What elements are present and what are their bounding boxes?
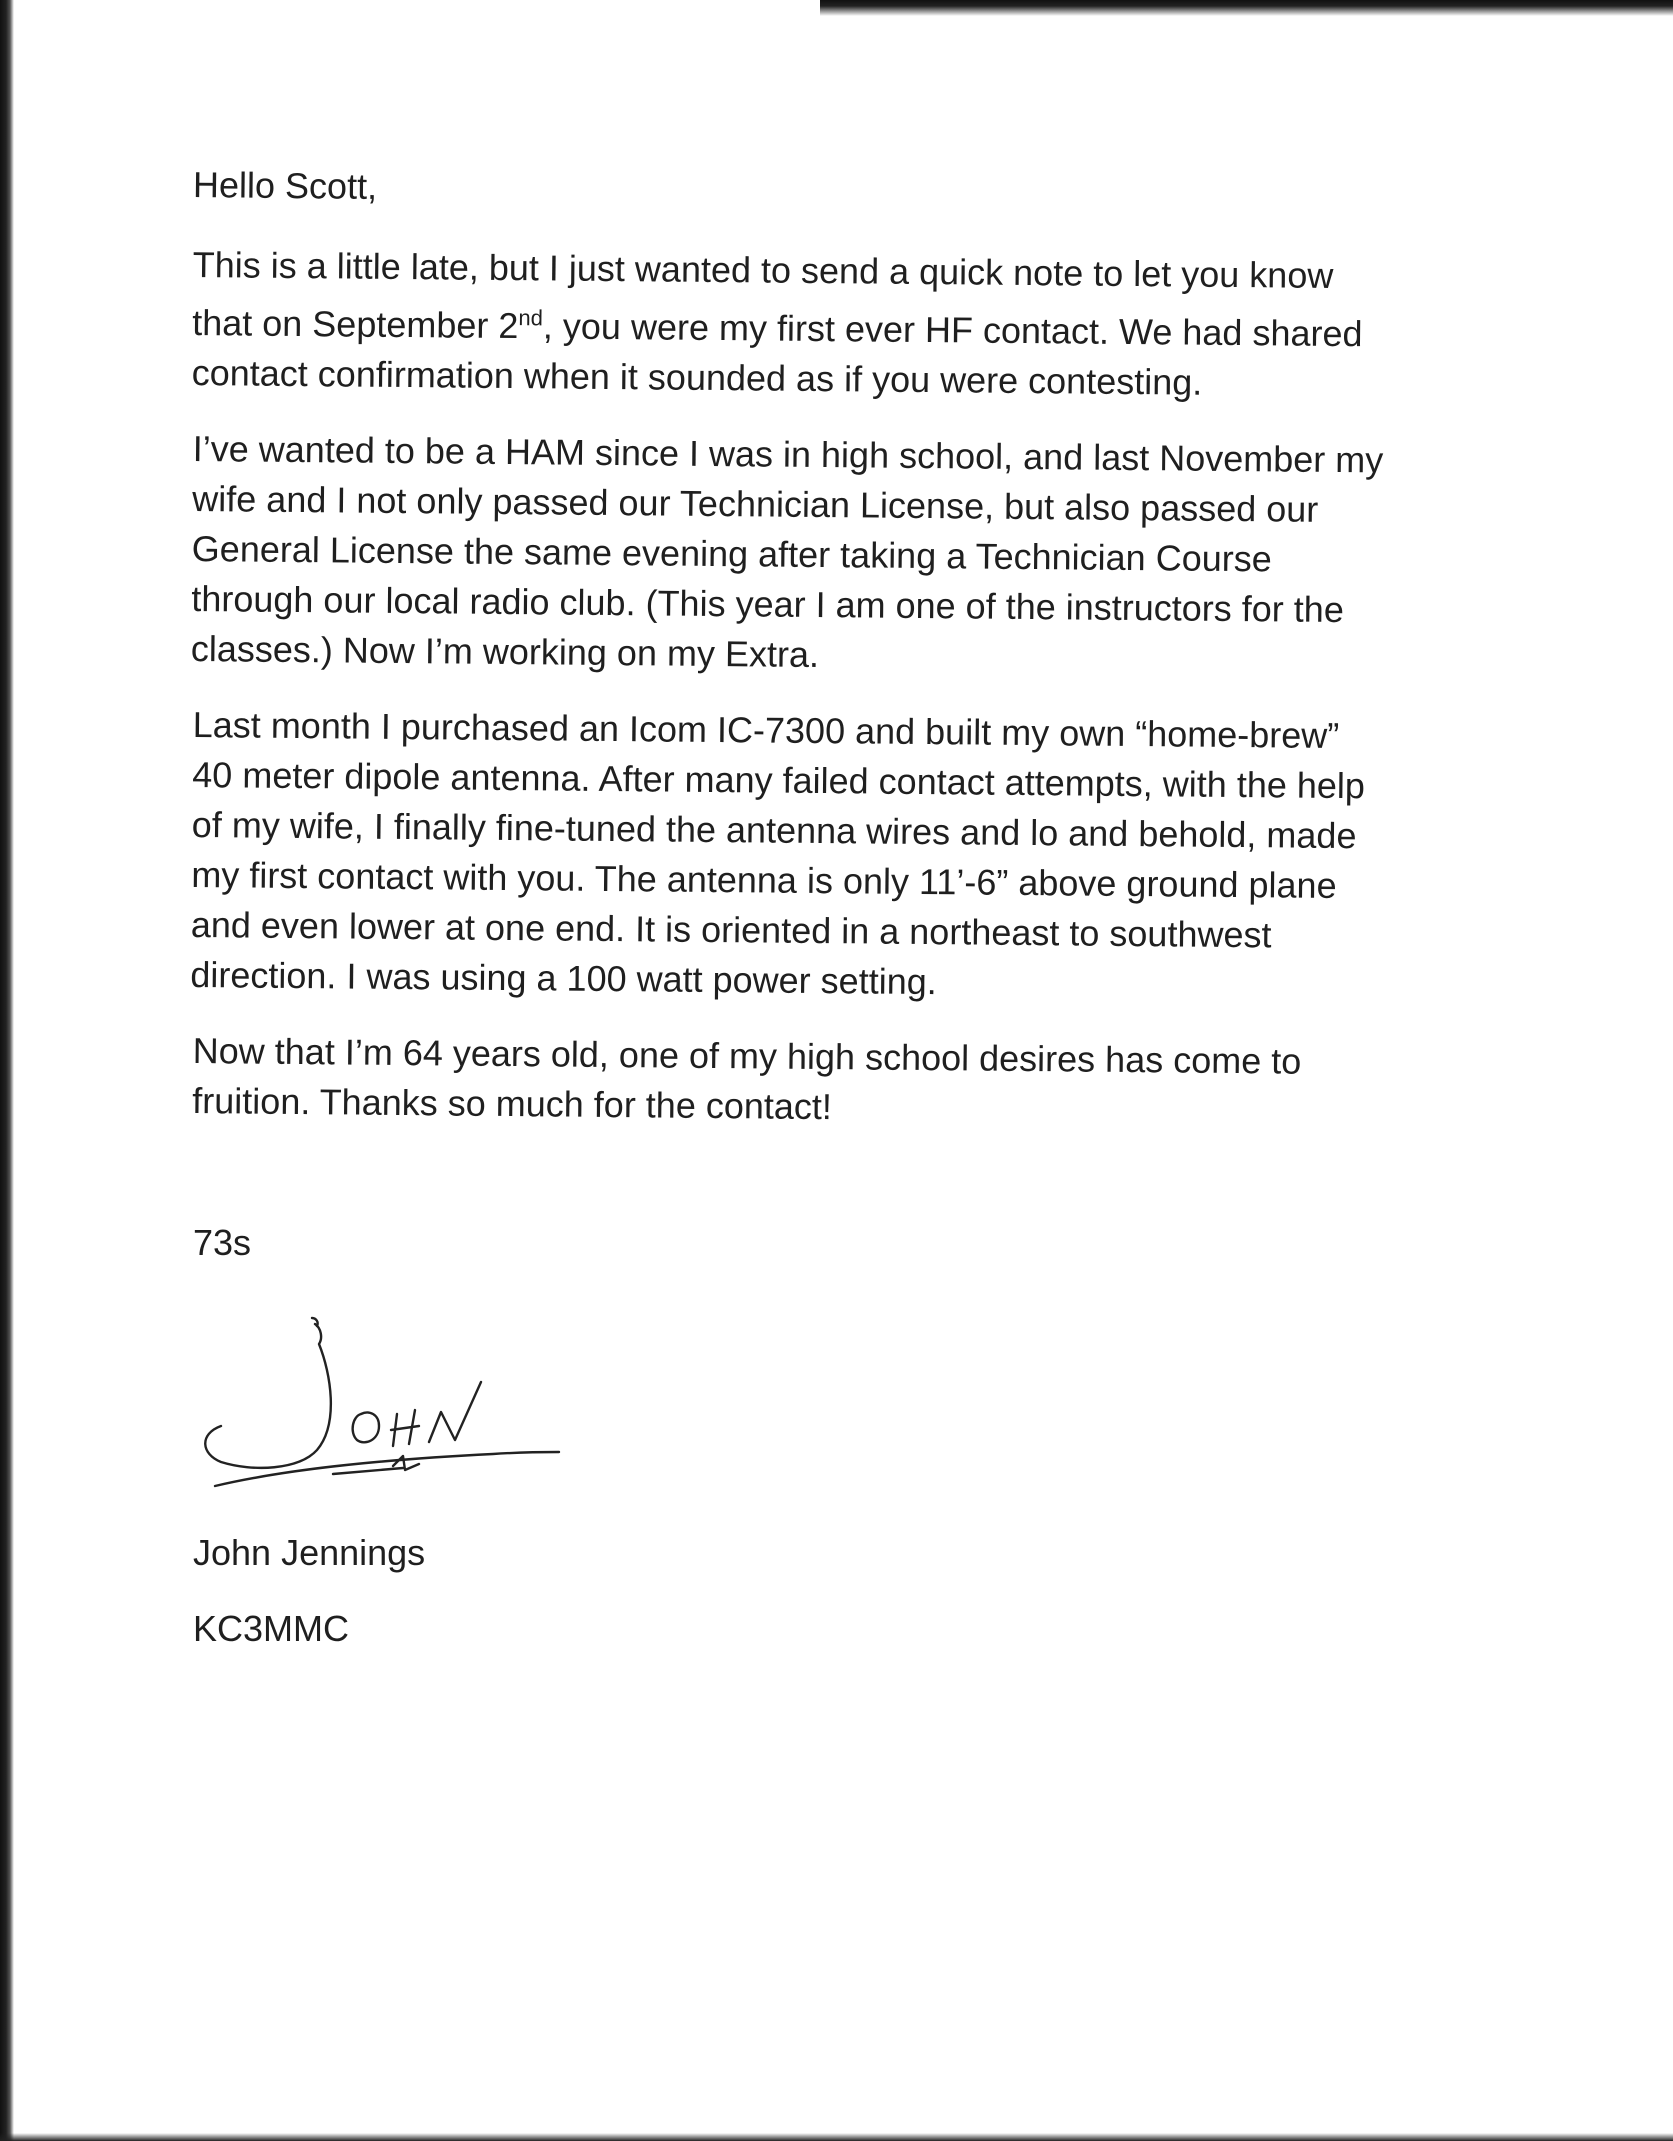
scan-edge-top: [820, 0, 1673, 16]
handwritten-signature: [193, 1294, 613, 1524]
paragraph-2-line-4: through our local radio club. (This year I am one of the instructors for the: [191, 577, 1345, 631]
paragraph-3-line-3: of my wife, I finally fine-tuned the antenna wires and lo and behold, made: [191, 803, 1357, 857]
paragraph-4-line-2: fruition. Thanks so much for the contact!: [192, 1079, 833, 1128]
paragraph-3-line-2: 40 meter dipole antenna. After many failed contact attempts, with the help: [192, 753, 1366, 807]
paragraph-3-line-6: direction. I was using a 100 watt power setting.: [190, 953, 937, 1003]
sender-name: John Jennings: [193, 1532, 426, 1573]
paragraph-3-line-1: Last month I purchased an Icom IC-7300 and built my own “home-brew”: [192, 703, 1340, 757]
letter-body: [190, 160, 1493, 1680]
greeting: Hello Scott,: [192, 164, 378, 207]
paragraph-2-line-1: I’ve wanted to be a HAM since I was in high school, and last November my: [192, 427, 1384, 481]
ordinal-suffix: nd: [518, 305, 544, 331]
paragraph-2: [191, 424, 1493, 686]
paragraph-2-line-3: General License the same evening after taking a Technician Course: [191, 527, 1272, 580]
scan-edge-left: [0, 0, 14, 2141]
signature-graphic: [193, 1294, 613, 1524]
paragraph-3: [190, 700, 1493, 1012]
paragraph-1-line-3: contact confirmation when it sounded as if you were contesting.: [191, 351, 1203, 403]
paragraph-4-line-1: Now that I’m 64 years old, one of my high school desires has come to: [192, 1029, 1302, 1082]
paragraph-4: [192, 1026, 1493, 1138]
paragraph-3-line-4: my first contact with you. The antenna is only 11’-6” above ground plane: [191, 853, 1337, 906]
contact-text: , you were my first ever HF contact. We had shared: [542, 305, 1363, 355]
paragraph-1-line-1: This is a little late, but I just wanted to send a quick note to let you know: [192, 243, 1334, 296]
closing: 73s: [193, 1222, 252, 1263]
paragraph-2-line-2: wife and I not only passed our Technician License, but also passed our: [192, 477, 1319, 530]
date-text: that on September 2: [192, 301, 519, 347]
sender-callsign: KC3MMC: [193, 1608, 350, 1649]
scan-edge-bottom: [0, 2133, 1673, 2141]
paragraph-1: [191, 240, 1492, 410]
paragraph-3-line-5: and even lower at one end. It is oriented in a northeast to southwest: [190, 903, 1272, 956]
paragraph-2-line-5: classes.) Now I’m working on my Extra.: [190, 627, 820, 676]
